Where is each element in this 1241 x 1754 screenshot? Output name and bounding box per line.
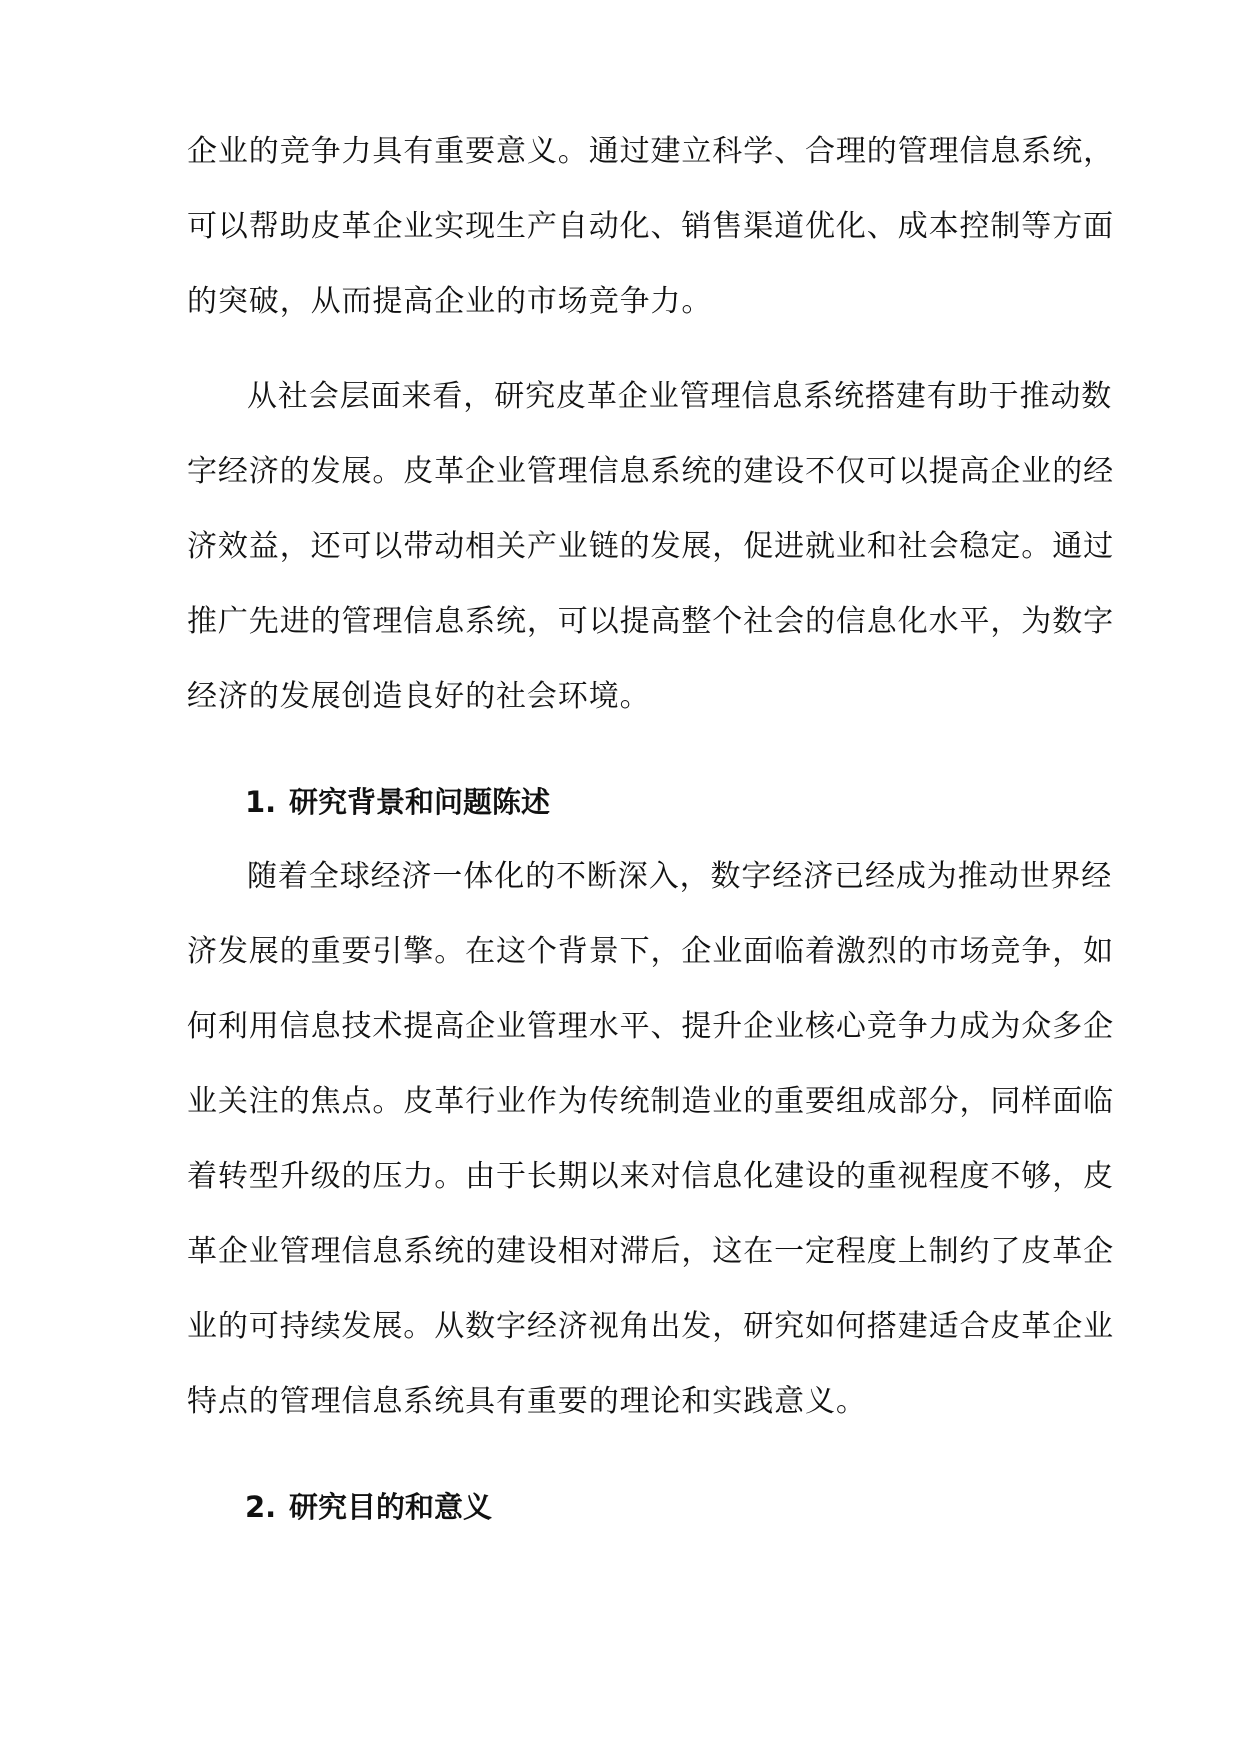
paragraph-3-line-8: 特点的管理信息系统具有重要的理论和实践意义。 <box>187 1384 867 1419</box>
paragraph-3-line-3: 何利用信息技术提高企业管理水平、提升企业核心竞争力成为众多企 <box>187 1009 1114 1044</box>
section-heading-2-number: 2. <box>245 1490 277 1524</box>
paragraph-2-line-2: 字经济的发展。皮革企业管理信息系统的建设不仅可以提高企业的经 <box>187 454 1114 489</box>
paragraph-3-line-5: 着转型升级的压力。由于长期以来对信息化建设的重视程度不够，皮 <box>187 1159 1114 1194</box>
paragraph-1-line-1: 企业的竞争力具有重要意义。通过建立科学、合理的管理信息系统， <box>187 134 1114 169</box>
paragraph-2-line-4: 推广先进的管理信息系统，可以提高整个社会的信息化水平，为数字 <box>187 604 1114 639</box>
paragraph-3-line-1: 随着全球经济一体化的不断深入，数字经济已经成为推动世界经 <box>247 859 1113 894</box>
section-heading-1-title: 研究背景和问题陈述 <box>289 785 551 819</box>
paragraph-3-line-2: 济发展的重要引擎。在这个背景下，企业面临着激烈的市场竞争，如 <box>187 934 1114 969</box>
paragraph-1-line-2: 可以帮助皮革企业实现生产自动化、销售渠道优化、成本控制等方面 <box>187 209 1114 244</box>
paragraph-3-line-6: 革企业管理信息系统的建设相对滞后，这在一定程度上制约了皮革企 <box>187 1234 1114 1269</box>
paragraph-2-line-5: 经济的发展创造良好的社会环境。 <box>187 679 651 714</box>
section-heading-1 <box>245 782 550 822</box>
paragraph-2-line-1: 从社会层面来看，研究皮革企业管理信息系统搭建有助于推动数 <box>247 379 1113 414</box>
section-heading-2-title: 研究目的和意义 <box>289 1490 493 1524</box>
paragraph-3-line-4: 业关注的焦点。皮革行业作为传统制造业的重要组成部分，同样面临 <box>187 1084 1114 1119</box>
section-heading-2 <box>245 1487 492 1527</box>
paragraph-2-line-3: 济效益，还可以带动相关产业链的发展，促进就业和社会稳定。通过 <box>187 529 1114 564</box>
paragraph-1-line-3: 的突破，从而提高企业的市场竞争力。 <box>187 284 713 319</box>
paragraph-3-line-7: 业的可持续发展。从数字经济视角出发，研究如何搭建适合皮革企业 <box>187 1309 1114 1344</box>
section-heading-1-number: 1. <box>245 785 277 819</box>
